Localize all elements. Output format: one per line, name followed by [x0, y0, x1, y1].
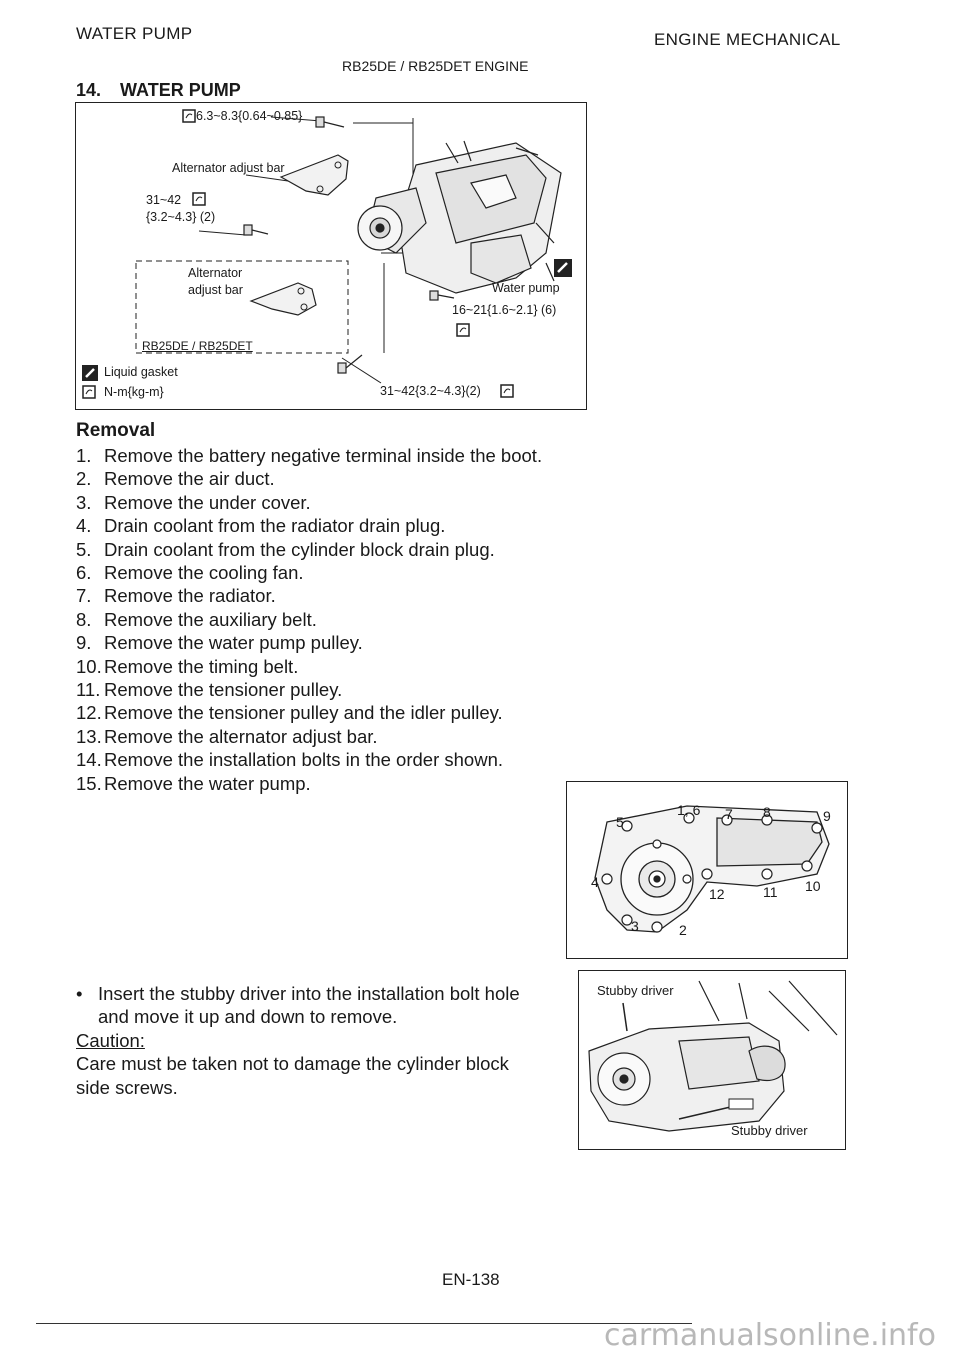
footer-rule	[36, 1323, 692, 1324]
alternator-adjust-bar-label: Alternator adjust bar	[172, 161, 285, 175]
bolt-number-label: 1, 6	[677, 802, 701, 818]
list-item	[76, 584, 572, 607]
torque-top-label: 6.3~8.3{0.64~0.85}	[196, 109, 303, 123]
step-number: 9.	[76, 632, 92, 654]
step-text: Remove the air duct.	[104, 468, 275, 490]
bolt-order-figure	[566, 781, 848, 959]
liquid-gasket-icon	[82, 365, 98, 381]
step-number: 15.	[76, 772, 102, 794]
step-number: 13.	[76, 725, 102, 747]
caution-text-cont: side screws.	[76, 1076, 178, 1098]
step-text: Remove the timing belt.	[104, 655, 299, 677]
water-pump-exploded-figure	[75, 102, 587, 410]
torque-icon	[182, 109, 196, 123]
step-text: Drain coolant from the radiator drain plug.	[104, 515, 446, 537]
step-number: 11.	[76, 679, 101, 701]
torque-left-label: 31~42	[146, 193, 182, 207]
stubby-driver-label-bottom: Stubby driver	[731, 1123, 808, 1138]
list-item	[76, 748, 572, 771]
running-header-left: WATER PUMP	[76, 24, 193, 43]
note-line	[76, 982, 576, 1005]
step-text: Remove the tensioner pulley and the idler pulley.	[104, 702, 503, 724]
list-item	[76, 467, 572, 490]
list-item	[76, 631, 572, 654]
step-text: Remove the water pump.	[104, 772, 311, 794]
step-number: 7.	[76, 585, 92, 607]
torque-bottom-label: 31~42{3.2~4.3}(2)	[380, 384, 481, 398]
step-text: Remove the installation bolts in the order shown.	[104, 749, 503, 771]
bolt-number-label: 2	[679, 922, 687, 938]
step-number: 10.	[76, 655, 102, 677]
step-text: Remove the water pump pulley.	[104, 632, 363, 654]
note-text-cont: and move it up and down to remove.	[98, 1006, 398, 1028]
step-number: 4.	[76, 515, 92, 537]
step-text: Remove the battery negative terminal inside the boot.	[104, 445, 543, 466]
list-item	[76, 678, 572, 701]
step-text: Remove the cooling fan.	[104, 562, 304, 584]
step-number: 1.	[76, 445, 92, 466]
bolt-number-label: 7	[725, 806, 733, 822]
bolt-number-label: 4	[591, 874, 599, 890]
legend-gasket-label: Liquid gasket	[104, 365, 178, 379]
bolt-number-label: 10	[805, 878, 821, 894]
bolt-number-label: 12	[709, 886, 725, 902]
step-text: Remove the auxiliary belt.	[104, 608, 317, 630]
step-number: 14.	[76, 749, 102, 771]
step-text: Drain coolant from the cylinder block drain plug.	[104, 538, 495, 560]
list-item	[76, 701, 572, 724]
water-pump-label: Water pump	[492, 281, 560, 295]
torque-right-label: 16~21{1.6~2.1} (6)	[452, 303, 557, 317]
note-text: Insert the stubby driver into the installation bolt hole	[98, 983, 520, 1004]
torque-icon	[500, 384, 514, 398]
watermark: carmanualsonline.info	[604, 1318, 936, 1353]
bolt-number-label: 5	[616, 814, 624, 830]
step-number: 3.	[76, 491, 92, 513]
bullet: •	[76, 983, 83, 1004]
water-pump-bolt-order-illustration	[567, 782, 847, 958]
step-text: Remove the under cover.	[104, 491, 311, 513]
step-number: 8.	[76, 608, 92, 630]
legend-torque-label: N-m{kg-m}	[104, 385, 164, 399]
liquid-gasket-icon	[554, 259, 572, 277]
caution-label: Caution:	[76, 1029, 145, 1051]
torque-left-sub-label: {3.2~4.3} (2)	[146, 210, 216, 224]
inset-alternator-label: Alternator	[188, 266, 243, 280]
torque-icon	[192, 192, 206, 206]
list-item	[76, 514, 572, 537]
inset-caption: RB25DE / RB25DET	[142, 339, 253, 353]
section-title: WATER PUMP	[120, 80, 241, 100]
section-heading	[76, 80, 241, 101]
stubby-driver-note	[76, 982, 576, 1099]
list-item	[76, 655, 572, 678]
page-number: EN-138	[442, 1270, 500, 1289]
list-item	[76, 491, 572, 514]
step-text: Remove the tensioner pulley.	[104, 679, 343, 701]
bolt-number-label: 3	[631, 918, 639, 934]
stubby-driver-figure	[578, 970, 846, 1150]
step-number: 6.	[76, 562, 92, 584]
engine-illustration	[76, 103, 586, 409]
bolt-number-label: 8	[763, 804, 771, 820]
step-number: 5.	[76, 538, 92, 560]
inset-adjust-bar-label: adjust bar	[188, 283, 243, 297]
section-number: 14.	[76, 80, 102, 100]
list-item	[76, 538, 572, 561]
step-text: Remove the radiator.	[104, 585, 276, 607]
bolt-number-label: 9	[823, 808, 831, 824]
torque-icon	[82, 385, 96, 399]
torque-icon	[456, 323, 470, 337]
list-item	[76, 772, 572, 795]
caution-text: Care must be taken not to damage the cylinder block	[76, 1053, 509, 1075]
running-header-right: ENGINE MECHANICAL	[654, 30, 841, 49]
step-number: 2.	[76, 468, 92, 490]
list-item	[76, 608, 572, 631]
stubby-driver-label-top: Stubby driver	[597, 983, 674, 998]
list-item	[76, 444, 572, 467]
step-text: Remove the alternator adjust bar.	[104, 725, 378, 747]
removal-steps-list	[76, 444, 572, 795]
removal-heading: Removal	[76, 420, 156, 441]
step-number: 12.	[76, 702, 102, 724]
list-item	[76, 725, 572, 748]
list-item	[76, 561, 572, 584]
engine-subtitle: RB25DE / RB25DET ENGINE	[342, 58, 529, 74]
bolt-number-label: 11	[763, 884, 778, 900]
